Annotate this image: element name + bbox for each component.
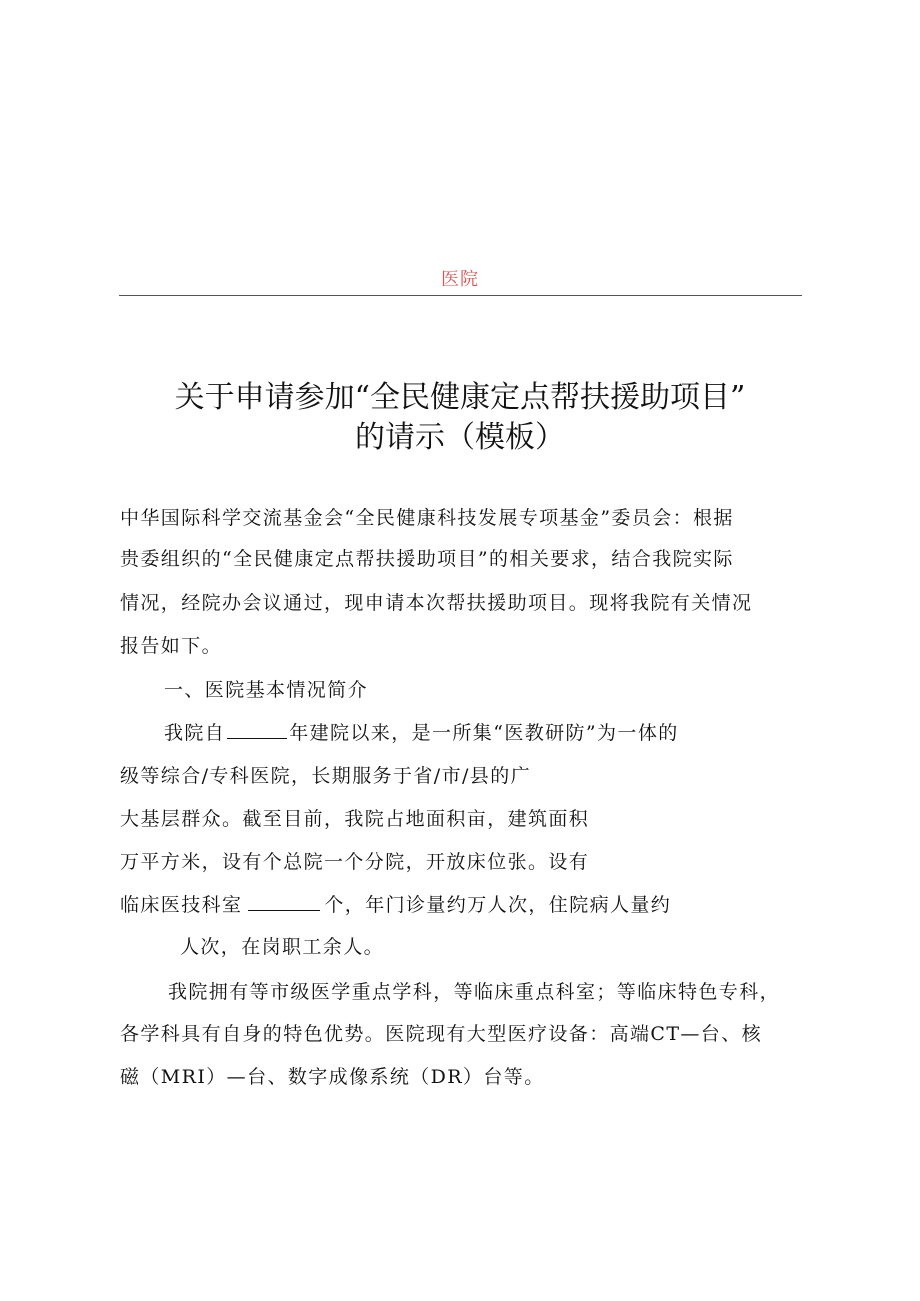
letterhead-title: 医院 (441, 269, 479, 290)
paragraph-1-line-5-start: 临床医技科室 (120, 894, 243, 916)
document-title-line-1: 关于申请参加“全民健康定点帮扶援助项目” (174, 380, 746, 415)
paragraph-1-line-3: 大基层群众。截至目前，我院占地面积亩，建筑面积 (120, 808, 590, 830)
paragraph-1-line-5 (120, 892, 671, 918)
paragraph-2-line-2: 各学科具有自身的特色优势。医院现有大型医疗设备：高端CT—台、核 (120, 1023, 763, 1045)
year-blank (227, 720, 287, 739)
document-title-line-2: 的请示（模板） (355, 420, 565, 455)
intro-line-3: 情况，经院办会议通过，现申请本次帮扶援助项目。现将我院有关情况 (120, 592, 753, 614)
paragraph-1-line-1-end: 年建院以来，是一所集“医教研防”为一体的 (289, 722, 679, 744)
intro-line-2: 贵委组织的“全民健康定点帮扶援助项目”的相关要求，结合我院实际 (120, 548, 734, 570)
paragraph-1-line-4: 万平方米，设有个总院一个分院，开放床位张。设有 (120, 851, 590, 873)
intro-line-4: 报告如下。 (120, 635, 223, 657)
section-1-heading: 一、医院基本情况简介 (164, 679, 369, 701)
paragraph-1-line-1 (164, 720, 679, 746)
paragraph-1-line-6: 人次，在岗职工余人。 (180, 936, 385, 958)
paragraph-1-line-1-start: 我院自 (164, 722, 226, 744)
paragraph-1-line-5-end: 个，年门诊量约万人次，住院病人量约 (324, 894, 672, 916)
letterhead-divider (119, 295, 802, 296)
department-count-blank (248, 892, 320, 911)
paragraph-2-line-3: 磁（MRI）—台、数字成像系统（DR）台等。 (120, 1066, 545, 1088)
intro-line-1: 中华国际科学交流基金会“全民健康科技发展专项基金”委员会：根据 (120, 507, 734, 529)
paragraph-2-line-1: 我院拥有等市级医学重点学科，等临床重点科室；等临床特色专科， (168, 981, 781, 1003)
paragraph-1-line-2: 级等综合/专科医院，长期服务于省/市/县的广 (120, 765, 532, 787)
